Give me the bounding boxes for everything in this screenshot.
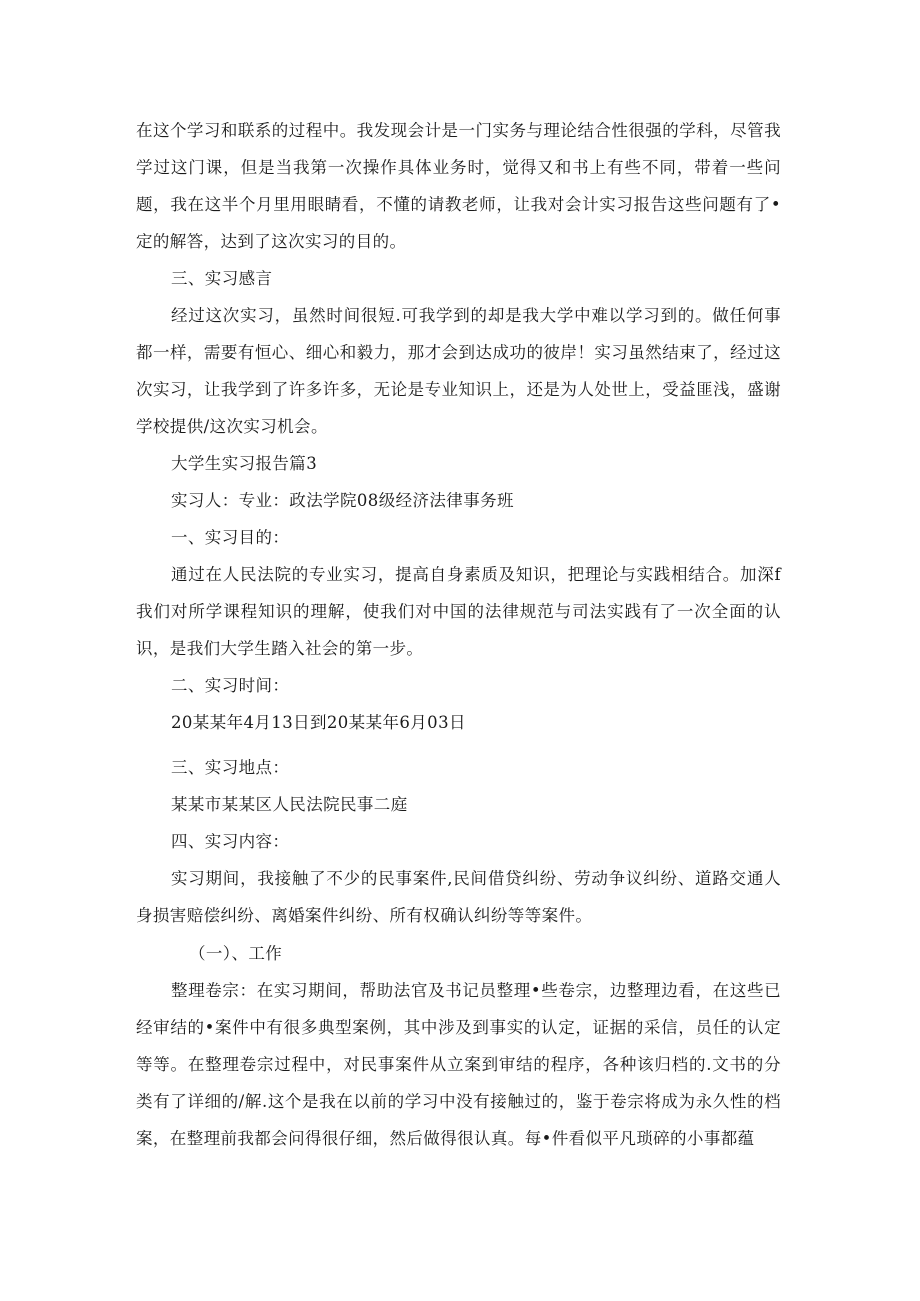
paragraph-internship-content: 实习期间，我接触了不少的民事案件,民间借贷纠纷、劳动争议纠纷、道路交通人身损害赔偿纠纷、离婚案件纠纷、所有权确认纠纷等等案件。: [136, 869, 781, 925]
heading-internship-time: 二、实习时间：: [171, 676, 290, 695]
heading-internship-thoughts: 三、实习感言: [171, 269, 273, 288]
heading-work: （一）、工作: [189, 944, 283, 963]
internship-date-range: 20某某年4月13日到20某某年6月03日: [171, 713, 466, 732]
heading-internship-location: 三、实习地点：: [171, 758, 290, 777]
paragraph-internship-purpose: 通过在人民法院的专业实习，提高自身素质及知识，把理论与实践相结合。加深f我们对所学课程知识的理解，使我们对中国的法律规范与司法实践有了一次全面的认识，是我们大学生踏入社会的第一步。: [136, 565, 781, 658]
intern-info: 实习人：专业：政法学院08级经济法律事务班: [171, 491, 514, 510]
section-title-report-3: 大学生实习报告篇3: [171, 454, 318, 473]
internship-location: 某某市某某区人民法院民事二庭: [171, 795, 408, 814]
paragraph-internship-thoughts: 经过这次实习，虽然时间很短.可我学到的却是我大学中难以学习到的。做任何事都一样，需要有恒心、细心和毅力，那才会到达成功的彼岸！实习虽然结束了，经过这次实习，让我学到了许多许多，无论是专业知识上，还是为人处世上，受益匪浅，盛谢学校提供/这次实习机会。: [136, 306, 781, 436]
paragraph-accounting-reflection: 在这个学习和联系的过程中。我发现会计是一门实务与理论结合性很强的学科，尽管我学过这门课，但是当我第一次操作具体业务时，觉得又和书上有些不同，带着一些问题，我在这半个月里用眼睛看，不懂的请教老师，让我对会计实习报告这些问题有了•定的解答，达到了这次实习的目的。: [136, 121, 781, 251]
paragraph-work-files: 整理卷宗：在实习期间，帮助法官及书记员整理•些卷宗，边整理边看，在这些已经审结的•案件中有很多典型案例，其中涉及到事实的认定，证据的采信，员任的认定等等。在整理卷宗过程中，对民事案件从立案到审结的程序，各种该归档的.文书的分类有了详细的/解.这个是我在以前的学习中没有接触过的，鉴于卷宗将成为永久性的档案，在整理前我都会问得很仔细，然后做得很认真。每•件看似平凡琐碎的小事都蕴: [136, 981, 781, 1148]
heading-internship-purpose: 一、实习目的：: [171, 528, 290, 547]
heading-internship-content: 四、实习内容：: [171, 832, 290, 851]
